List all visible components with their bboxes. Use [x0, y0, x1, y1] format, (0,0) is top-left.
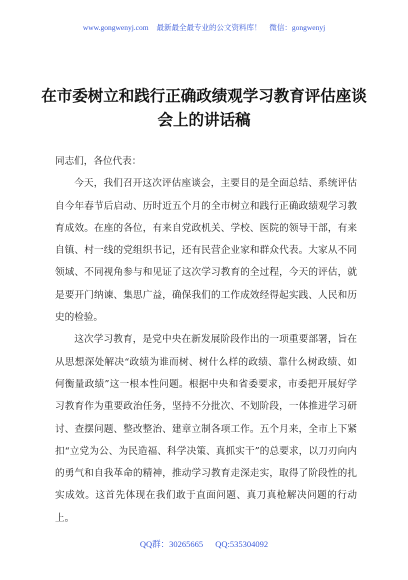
- document-body: [55, 151, 357, 530]
- page-header: [0, 22, 408, 33]
- page-footer: [0, 538, 408, 550]
- paragraph: 今天，我们召开这次评估座谈会，主要目的是全面总结、系统评估自今年春节后启动、历时近五个月的全市树立和践行正确政绩观学习教育成效。在座的各位，有来自党政机关、学校、医院的领导干部，有来自镇、村一线的党组织书记，还有民营企业家和群众代表。大家从不同领域、不同视角参与和见证了这次学习教育的全过程，今天的评估，就是要开门纳谏、集思广益，确保我们的工作成效经得起实践、人民和历史的检验。: [55, 178, 357, 324]
- footer-qq: QQ:535304092: [215, 539, 269, 549]
- footer-qq-group: QQ群：30265665: [139, 539, 204, 549]
- header-wechat: 微信：gongwenyj: [269, 23, 326, 32]
- document-title: 在市委树立和践行正确政绩观学习教育评估座谈会上的讲话稿: [41, 87, 367, 129]
- greeting: 同志们，各位代表：: [55, 156, 142, 167]
- header-slogan: 最新最全最专业的公文资料库！: [156, 23, 262, 32]
- header-site-link[interactable]: www.gongwenyj.com: [82, 23, 149, 32]
- paragraph: 这次学习教育，是党中央在新发展阶段作出的一项重要部署，旨在从思想深处解决“政绩为谁而树、树什么样的政绩、靠什么树政绩、如何衡量政绩”这一根本性问题。根据中央和省委要求，市委把开展好学习教育作为重要政治任务，坚持不分批次、不划阶段，一体推进学习研讨、查摆问题、整改整治、建章立制各项工作。五个月来，全市上下紧扣“立党为公、为民造福、科学决策、真抓实干”的总要求，以刀刃向内的勇气和自我革命的精神，推动学习教育走深走实，取得了阶段性的扎实成效。这首先体现在我们敢于直面问题、真刀真枪解决问题的行动上。: [55, 334, 357, 524]
